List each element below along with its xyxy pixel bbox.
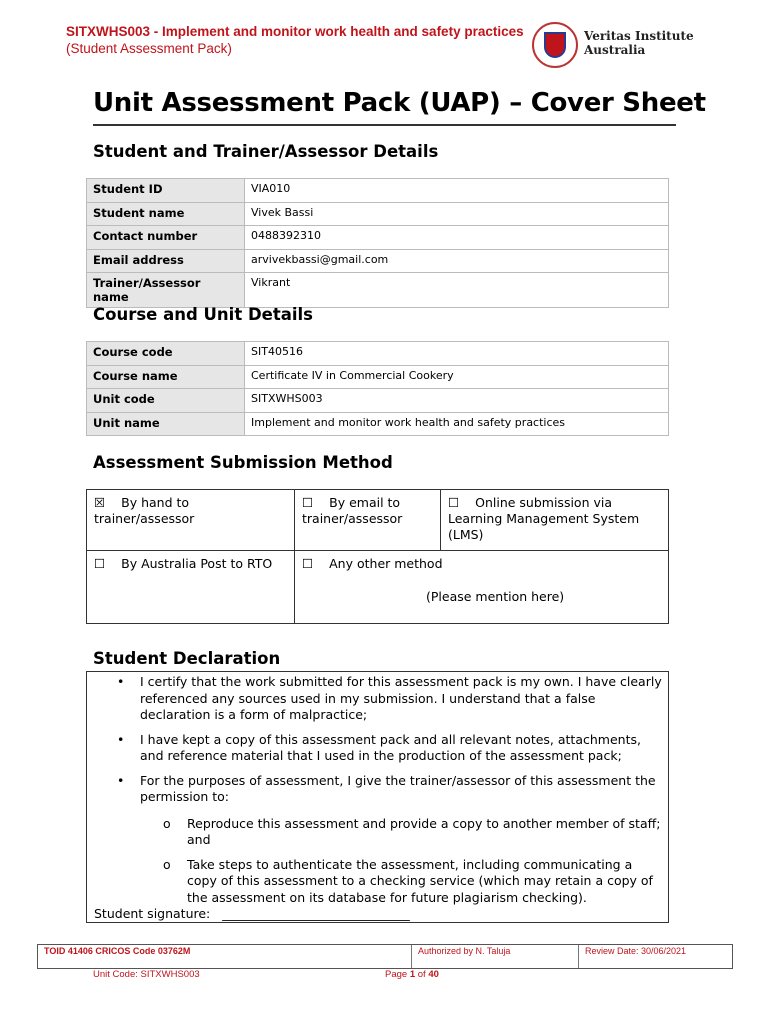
table-row [87, 249, 669, 273]
row-label: Email address [87, 249, 245, 273]
row-label: Course name [87, 365, 245, 389]
page-current: 1 [409, 969, 416, 980]
signature-label: Student signature: [94, 906, 211, 921]
header-unit-title: SITXWHS003 - Implement and monitor work health and safety practices [66, 24, 524, 39]
row-label: Contact number [87, 226, 245, 250]
declaration-text: For the purposes of assessment, I give the trainer/assessor of this assessment the permission to: [140, 772, 656, 804]
row-value[interactable]: 0488392310 [245, 226, 669, 250]
sub-bullet-icon: o [163, 815, 171, 831]
table-row [87, 273, 669, 308]
footer-table [37, 944, 733, 969]
table-row [87, 365, 669, 389]
option-label: Online submission via Learning Management System (LMS) [448, 495, 640, 542]
other-method-line[interactable]: _______________________________________________ [302, 574, 596, 586]
institute-name [584, 29, 694, 57]
table-row [87, 389, 669, 413]
checkbox[interactable]: ☐ [94, 556, 106, 571]
row-label: Unit code [87, 389, 245, 413]
course-details-heading: Course and Unit Details [93, 305, 313, 324]
declaration-item [87, 732, 662, 765]
row-value[interactable]: Vikrant [245, 273, 669, 308]
declaration-heading: Student Declaration [93, 649, 281, 668]
checkbox[interactable]: ☐ [302, 495, 314, 510]
title-rule [93, 124, 676, 126]
sub-bullet-icon: o [163, 856, 171, 872]
footer-unit-code: Unit Code: SITXWHS003 [93, 969, 200, 980]
declaration-text: I certify that the work submitted for this assessment pack is my own. I have clearly referenced any sources used in my submission. I understand that a false declaration is a form of malpractice; [140, 674, 662, 722]
table-row [87, 226, 669, 250]
option-label: By hand to trainer/assessor [94, 495, 195, 526]
row-value[interactable]: VIA010 [245, 179, 669, 203]
row-value[interactable]: SITXWHS003 [245, 389, 669, 413]
course-details-table [86, 341, 669, 436]
submission-heading: Assessment Submission Method [93, 453, 393, 472]
logo-line2: Australia [584, 43, 646, 57]
page-of: of [415, 969, 429, 980]
table-row [87, 179, 669, 203]
row-value[interactable]: Certificate IV in Commercial Cookery [245, 365, 669, 389]
option-label: By email to trainer/assessor [302, 495, 403, 526]
bullet-icon: • [117, 731, 125, 747]
row-label: Trainer/Assessor name [87, 273, 245, 308]
table-row [87, 202, 669, 226]
declaration-text: I have kept a copy of this assessment pack and all relevant notes, attachments, and reference material that I used in the production of the assessment pack; [140, 731, 641, 763]
checkbox[interactable]: ☐ [448, 495, 460, 510]
declaration-subtext: Take steps to authenticate the assessment, including communicating a copy of this assessment to a checking service (which may retain a copy of the assessment on its database for future plagiarism checking). [187, 856, 653, 905]
other-method-hint: (Please mention here) [426, 589, 565, 604]
footer-toid: TOID 41406 CRICOS Code 03762M [44, 946, 191, 956]
student-details-table [86, 178, 669, 308]
bullet-icon: • [117, 674, 125, 689]
declaration-box [86, 671, 669, 923]
table-row [87, 412, 669, 436]
row-label: Unit name [87, 412, 245, 436]
footer-page-number [385, 969, 439, 980]
header-pack: (Student Assessment Pack) [66, 41, 232, 56]
submission-method-table [86, 489, 669, 624]
option-post[interactable] [87, 551, 295, 624]
row-value[interactable]: Implement and monitor work health and safety practices [245, 412, 669, 436]
row-value[interactable]: arvivekbassi@gmail.com [245, 249, 669, 273]
row-value[interactable]: Vivek Bassi [245, 202, 669, 226]
student-details-heading: Student and Trainer/Assessor Details [93, 142, 439, 161]
option-label: Any other method [329, 556, 443, 571]
row-label: Course code [87, 342, 245, 366]
page-prefix: Page [385, 969, 410, 980]
option-by-hand[interactable] [87, 490, 295, 551]
declaration-item [87, 773, 662, 806]
bullet-icon: • [117, 772, 125, 788]
page-title: Unit Assessment Pack (UAP) – Cover Sheet [93, 88, 706, 118]
logo-line1: Veritas Institute [584, 29, 694, 43]
declaration-item [87, 674, 662, 724]
footer-authorized: Authorized by N. Taluja [411, 945, 578, 968]
declaration-subitem [87, 857, 662, 907]
option-other[interactable] [295, 551, 669, 624]
row-label: Student ID [87, 179, 245, 203]
institute-logo-icon [532, 22, 578, 68]
declaration-subtext: Reproduce this assessment and provide a copy to another member of staff; and [187, 815, 661, 847]
table-row [87, 342, 669, 366]
option-by-email[interactable] [295, 490, 441, 551]
page-total: 40 [428, 969, 439, 980]
footer-review: Review Date: 30/06/2021 [578, 945, 732, 968]
declaration-subitem [87, 816, 662, 849]
row-label: Student name [87, 202, 245, 226]
checkbox-checked[interactable]: ☒ [94, 495, 106, 510]
option-lms[interactable] [441, 490, 669, 551]
checkbox[interactable]: ☐ [302, 556, 314, 571]
option-label: By Australia Post to RTO [121, 556, 273, 571]
student-signature [94, 906, 410, 923]
row-value[interactable]: SIT40516 [245, 342, 669, 366]
signature-line[interactable]: ______________________________ [222, 906, 410, 921]
